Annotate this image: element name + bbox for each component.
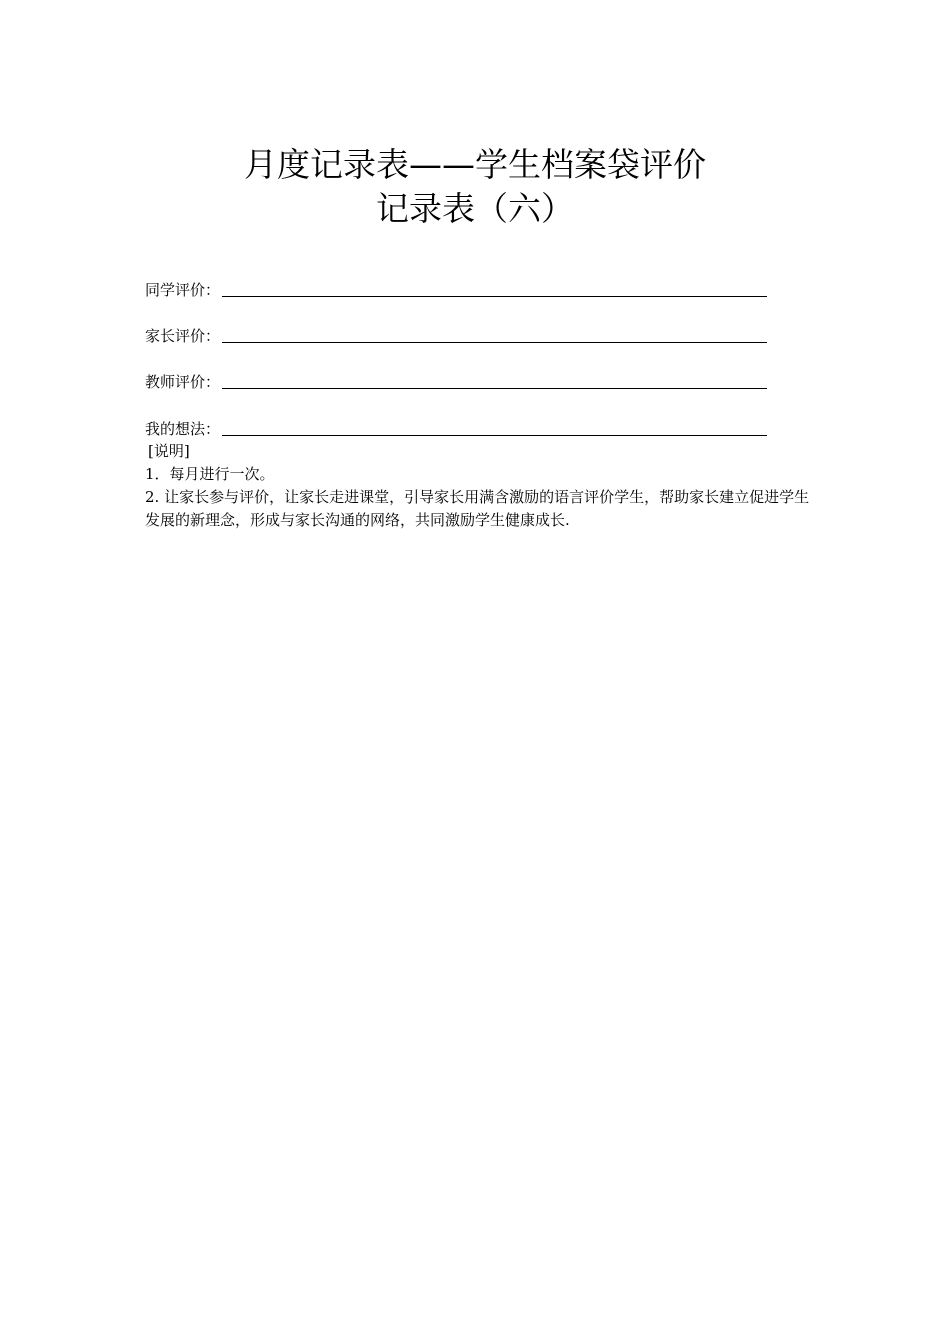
note-item-2: 2. 让家长参与评价，让家长走进课堂，引导家长用满含激励的语言评价学生，帮助家长建立促进学生发展的新理念，形成与家长沟通的网络，共同激励学生健康成长. xyxy=(145,488,810,529)
document-title xyxy=(0,143,950,231)
teacher-evaluation-blank-line xyxy=(222,388,767,389)
notes-heading: [说明] xyxy=(148,442,190,460)
peer-evaluation-label: 同学评价： xyxy=(145,281,221,299)
my-thoughts-label: 我的想法： xyxy=(145,420,221,438)
my-thoughts-field xyxy=(145,416,767,438)
peer-evaluation-field xyxy=(145,277,767,299)
teacher-evaluation-field xyxy=(145,369,767,391)
teacher-evaluation-label: 教师评价： xyxy=(145,373,221,391)
parent-evaluation-label: 家长评价： xyxy=(145,327,221,345)
parent-evaluation-field xyxy=(145,323,767,345)
my-thoughts-blank-line xyxy=(222,435,767,436)
title-line-2: 记录表（六） xyxy=(376,189,574,228)
note-item-1: 1．每月进行一次。 xyxy=(145,465,275,483)
title-line-1: 月度记录表——学生档案袋评价 xyxy=(244,145,706,184)
peer-evaluation-blank-line xyxy=(222,296,767,297)
parent-evaluation-blank-line xyxy=(222,342,767,343)
notes-section xyxy=(145,440,815,532)
